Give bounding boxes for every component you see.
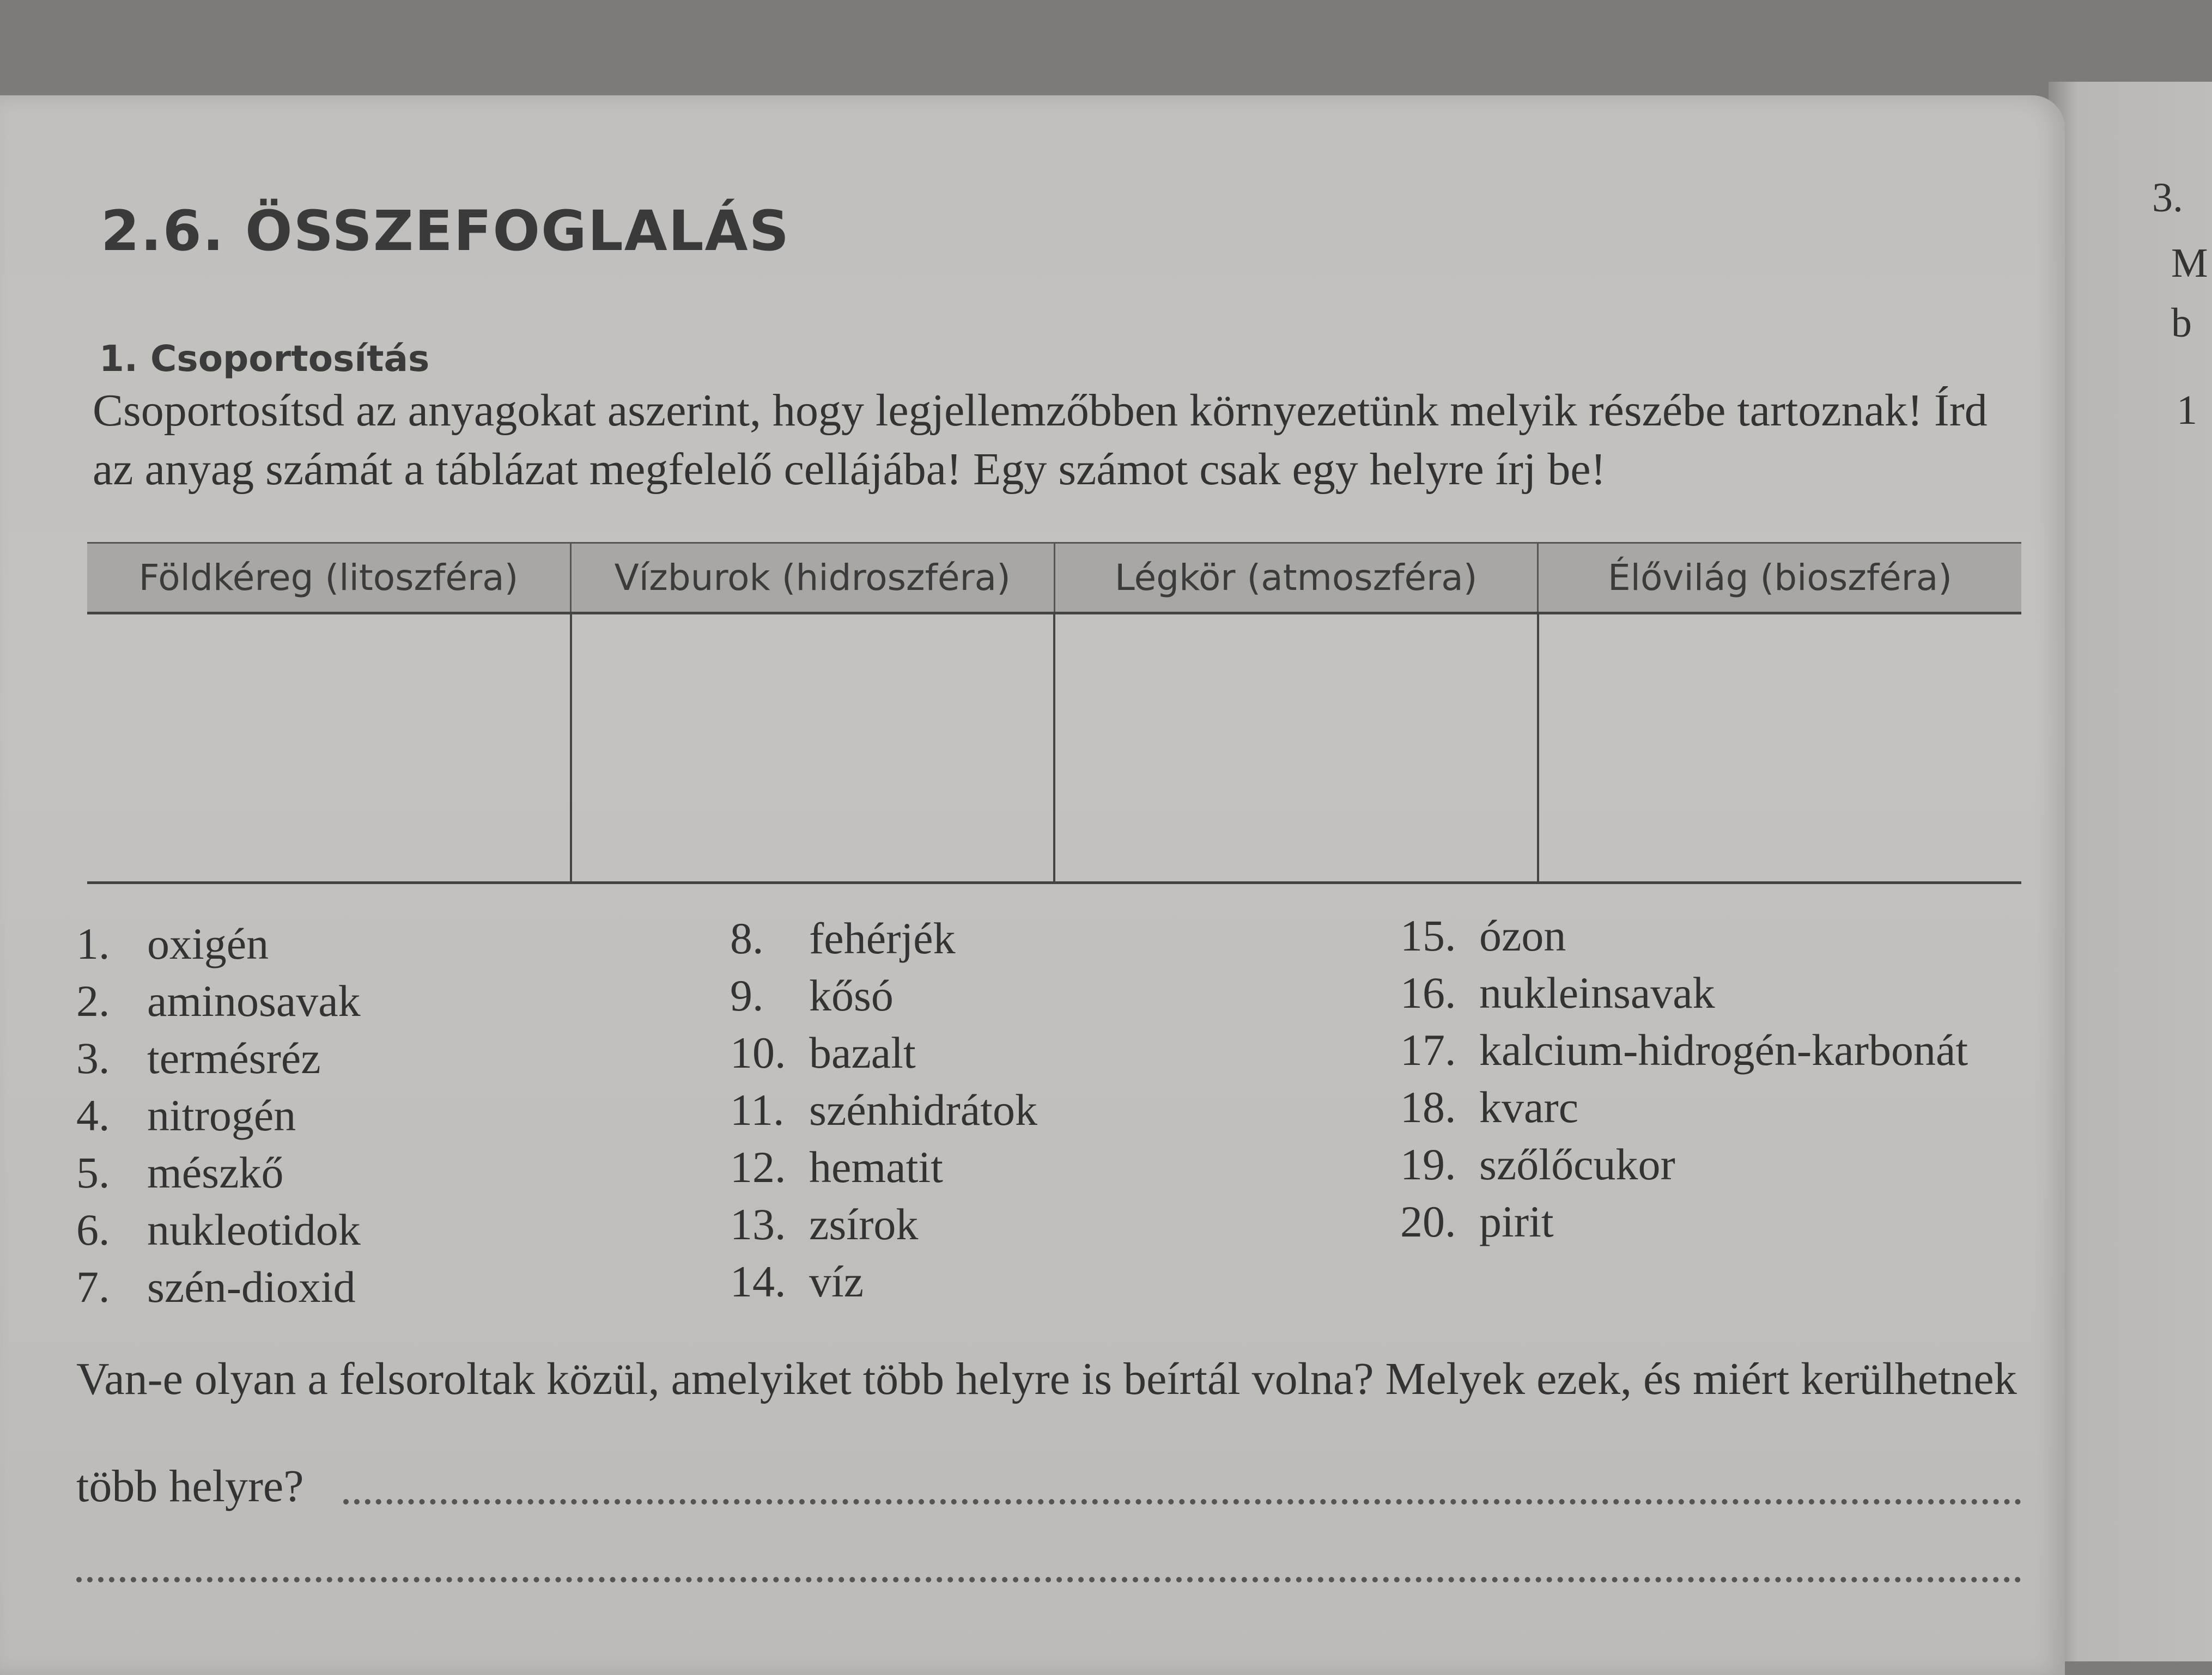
next-page-fragment: 3.: [2152, 175, 2183, 221]
list-item: 13. zsírok: [730, 1199, 919, 1249]
answer-cell-litosphere[interactable]: [87, 613, 571, 883]
list-item: 4. nitrogén: [76, 1091, 296, 1140]
list-item: 2. aminosavak: [76, 976, 361, 1026]
column-header-atmosphere: Légkör (atmoszféra): [1054, 543, 1538, 613]
follow-up-question-continued: több helyre?: [76, 1461, 304, 1512]
answer-cell-biosphere[interactable]: [1538, 613, 2022, 883]
exercise-instructions: Csoportosítsd az anyagokat aszerint, hogy legjellemzőbben környezetünk melyik részébe tartoznak! Írd az anyag számát a táblázat megfelelő cellájába! Egy számot csak egy helyre írj be!: [93, 385, 1988, 495]
list-item: 1. oxigén: [76, 919, 269, 969]
substance-list-column-2: [730, 910, 1037, 1310]
list-item: 3. termésréz: [76, 1033, 321, 1083]
list-item: 8. fehérjék: [730, 913, 956, 963]
list-item: 19. szőlőcukor: [1400, 1140, 1675, 1189]
list-item: 18. kvarc: [1400, 1082, 1579, 1132]
column-header-hydrosphere: Vízburok (hidroszféra): [571, 543, 1055, 613]
follow-up-question: Van-e olyan a felsoroltak közül, amelyiket több helyre is beírtál volna? Melyek ezek, és miért kerülhetnek: [76, 1354, 2017, 1404]
next-page-fragment: b: [2171, 300, 2192, 346]
classification-table: [87, 542, 2021, 884]
column-header-litosphere: Földkéreg (litoszféra): [87, 543, 571, 613]
answer-cell-hydrosphere[interactable]: [571, 613, 1055, 883]
list-item: 17. kalcium-hidrogén-karbonát: [1400, 1025, 1968, 1075]
answer-line-1[interactable]: [343, 1499, 2021, 1505]
list-item: 5. mészkő: [76, 1148, 284, 1197]
substance-list-column-1: [76, 915, 361, 1315]
list-item: 6. nukleotidok: [76, 1205, 361, 1254]
page-title: 2.6. ÖSSZEFOGLALÁS: [101, 199, 791, 264]
workbook-page: [0, 95, 2065, 1675]
column-header-biosphere: Élővilág (bioszféra): [1538, 543, 2022, 613]
answer-line-2[interactable]: [76, 1577, 2021, 1582]
next-page-fragment: M: [2171, 240, 2208, 286]
substance-list-column-3: [1400, 907, 1968, 1250]
next-page-edge: [2049, 82, 2212, 1661]
list-item: 14. víz: [730, 1257, 864, 1306]
list-item: 15. ózon: [1400, 911, 1566, 960]
next-page-fragment: 1: [2177, 387, 2197, 433]
list-item: 10. bazalt: [730, 1028, 916, 1077]
answer-cell-atmosphere[interactable]: [1054, 613, 1538, 883]
list-item: 11. szénhidrátok: [730, 1085, 1037, 1135]
list-item: 20. pirit: [1400, 1197, 1554, 1246]
list-item: 7. szén-dioxid: [76, 1262, 356, 1312]
exercise-heading: 1. Csoportosítás: [99, 338, 430, 380]
list-item: 12. hematit: [730, 1142, 943, 1192]
list-item: 16. nukleinsavak: [1400, 968, 1715, 1018]
list-item: 9. kősó: [730, 971, 894, 1020]
